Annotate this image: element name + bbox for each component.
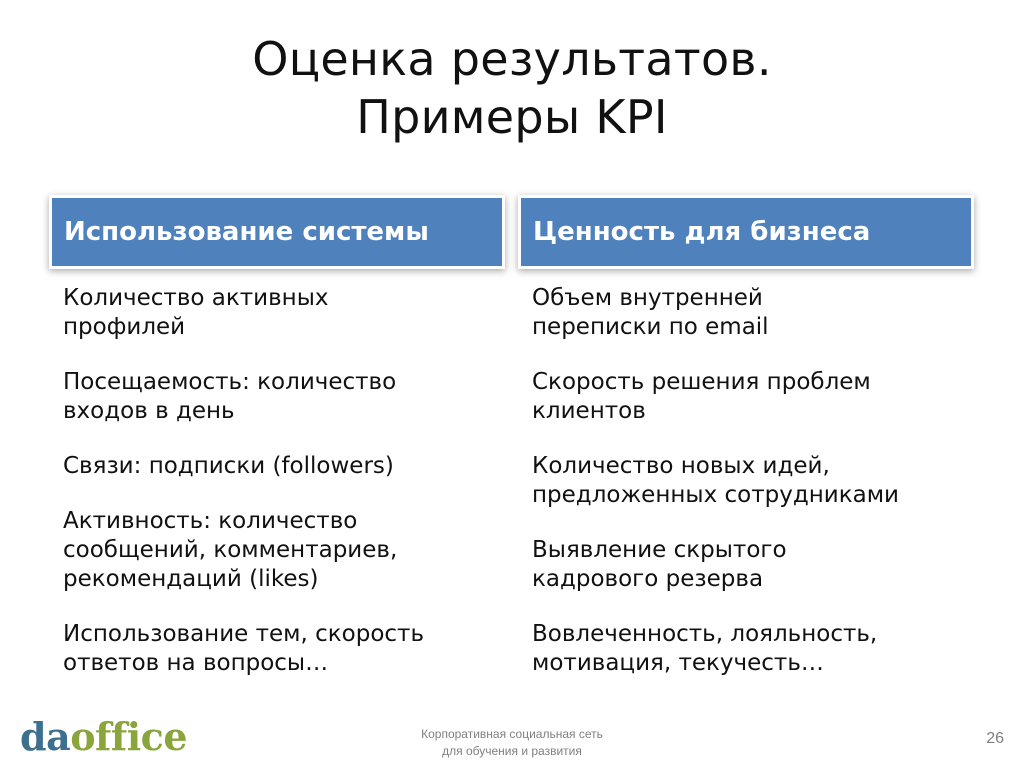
slide-title	[0, 30, 1024, 146]
usage-column-header: Использование системы	[52, 198, 502, 266]
usage-kpi-list	[63, 284, 503, 704]
footer-caption-line-2: для обучения и развития	[442, 744, 582, 758]
usage-kpi-item: Посещаемость: количество входов в день	[63, 369, 397, 424]
footer-caption-line-1: Корпоративная социальная сеть	[421, 727, 603, 741]
business-value-kpi-item: Скорость решения проблем клиентов	[532, 369, 871, 424]
slide-title-line-2: Примеры KPI	[356, 90, 668, 144]
logo-part-da: da	[20, 714, 71, 759]
usage-kpi-item: Использование тем, скорость ответов на вопросы…	[63, 621, 425, 676]
business-value-column-header: Ценность для бизнеса	[521, 198, 971, 266]
business-value-kpi-item: Вовлеченность, лояльность, мотивация, текучесть…	[532, 621, 878, 676]
business-value-kpi-list	[532, 284, 972, 704]
usage-kpi-item: Связи: подписки (followers)	[63, 453, 394, 479]
footer-caption	[362, 726, 662, 760]
page-number: 26	[986, 730, 1004, 747]
usage-kpi-item: Количество активных профилей	[63, 285, 329, 340]
daoffice-logo	[20, 712, 187, 762]
slide-title-line-1: Оценка результатов.	[252, 32, 772, 86]
business-value-kpi-item: Выявление скрытого кадрового резерва	[532, 537, 787, 592]
business-value-kpi-item: Количество новых идей, предложенных сотрудниками	[532, 453, 899, 508]
business-value-kpi-item: Объем внутренней переписки по email	[532, 285, 769, 340]
logo-part-office: office	[70, 714, 187, 759]
usage-kpi-item: Активность: количество сообщений, комментариев, рекомендаций (likes)	[63, 508, 398, 592]
